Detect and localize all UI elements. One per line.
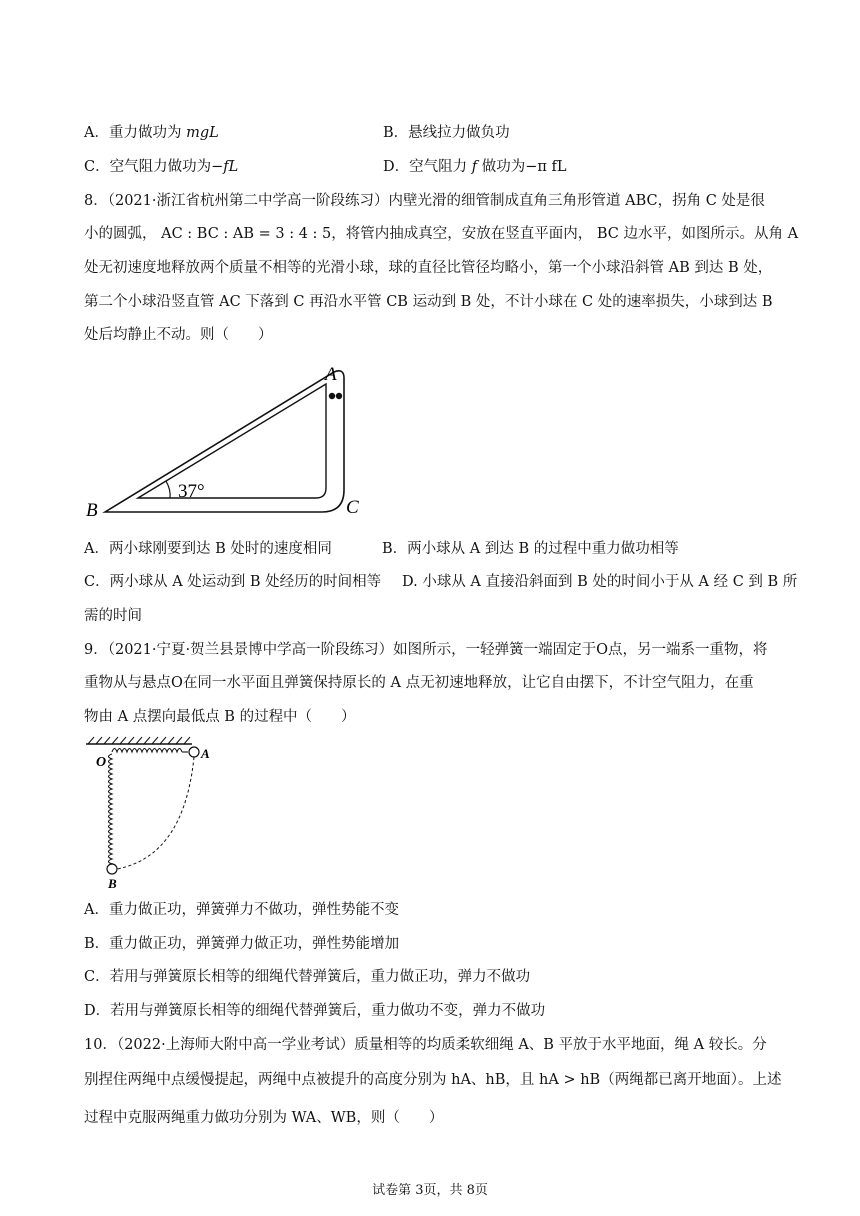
q10-stem-line-3: 过程中克服两绳重力做功分别为 WA、WB，则（ ） <box>84 1110 444 1126</box>
tube-outer-wall <box>105 371 344 512</box>
ball-1 <box>329 393 335 399</box>
q9-stem-line-2: 重物从与悬点O在同一水平面且弹簧保持原长的 A 点无初速地释放，让它自由摆下，不计空气阻力，在重 <box>84 675 754 691</box>
ceiling-hatch <box>88 737 190 744</box>
q9-option-a: A．重力做正功，弹簧弹力不做功，弹性势能不变 <box>84 902 399 918</box>
weight-at-b <box>107 864 117 874</box>
q9-spring-pendulum-figure <box>84 736 224 892</box>
q8-stem-line-2: 小的圆弧， AC : BC : AB = 3 : 4 : 5，将管内抽成真空，安放在竖直平面内， BC 边水平，如图所示。从角 A <box>84 226 799 242</box>
q7-option-b: B．悬线拉力做负功 <box>383 125 510 141</box>
weight-at-a <box>189 747 199 757</box>
vertex-b-label: B <box>86 500 98 521</box>
q8-option-d-continued: 需的时间 <box>84 608 142 624</box>
q9-stem-line-1: 9．（2021·宁夏·贺兰县景博中学高一阶段练习）如图所示，一轻弹簧一端固定于O点，另一端系一重物，将 <box>84 642 768 658</box>
q9-option-c: C．若用与弹簧原长相等的细绳代替弹簧后，重力做正功，弹力不做功 <box>84 969 531 985</box>
q8-stem-line-5: 处后均静止不动。则（ ） <box>84 327 273 343</box>
q7-option-a: A．重力做功为 mgL <box>84 125 219 141</box>
vertex-c-label: C <box>346 497 359 518</box>
q8-option-b: B．两小球从 A 到达 B 的过程中重力做功相等 <box>382 541 679 557</box>
horizontal-spring <box>112 749 182 753</box>
swing-path <box>117 757 194 869</box>
q8-option-a: A．两小球刚要到达 B 处时的速度相同 <box>84 541 332 557</box>
point-o-label: O <box>96 755 107 770</box>
vertical-spring <box>109 754 113 864</box>
q7-option-d: D．空气阻力 f 做功为−π fL <box>383 159 567 175</box>
q9-option-b: B．重力做正功，弹簧弹力做正功，弹性势能增加 <box>84 936 400 952</box>
q9-stem-line-3: 物由 A 点摆向最低点 B 的过程中（ ） <box>84 709 356 725</box>
q10-stem-line-2: 别捏住两绳中点缓慢提起，两绳中点被提升的高度分别为 hA、hB，且 hA > hB（两绳都已离开地面）。上述 <box>84 1072 782 1088</box>
vertex-a-label: A <box>325 364 337 385</box>
angle-arc <box>166 481 170 498</box>
page-footer: 试卷第 3页，共 8页 <box>372 1183 488 1198</box>
angle-label: 37° <box>178 481 205 502</box>
q8-stem-line-4: 第二个小球沿竖直管 AC 下落到 C 再沿水平管 CB 运动到 B 处，不计小球在 C 处的速率损失，小球到达 B <box>84 294 773 310</box>
q8-option-c: C．两小球从 A 处运动到 B 处经历的时间相等 <box>84 574 382 590</box>
q8-triangle-tube-figure <box>80 360 370 525</box>
point-a-label: A <box>201 746 210 761</box>
q8-option-d: D. 小球从 A 直接沿斜面到 B 处的时间小于从 A 经 C 到 B 所 <box>402 574 798 590</box>
q9-option-d: D．若用与弹簧原长相等的细绳代替弹簧后，重力做功不变，弹力不做功 <box>84 1003 546 1019</box>
point-b-label: B <box>108 876 117 891</box>
ball-2 <box>336 393 342 399</box>
q7-option-c: C．空气阻力做功为−fL <box>84 159 239 175</box>
q10-stem-line-1: 10．（2022·上海师大附中高一学业考试）质量相等的均质柔软细绳 A、B 平放于水平地面，绳 A 较长。分 <box>84 1037 767 1053</box>
q8-stem-line-3: 处无初速度地释放两个质量不相等的光滑小球，球的直径比管径均略小，第一个小球沿斜管 AB 到达 B 处， <box>84 260 773 276</box>
q8-stem-line-1: 8．（2021·浙江省杭州第二中学高一阶段练习）内壁光滑的细管制成直角三角形管道 ABC，拐角 C 处是很 <box>84 193 765 209</box>
